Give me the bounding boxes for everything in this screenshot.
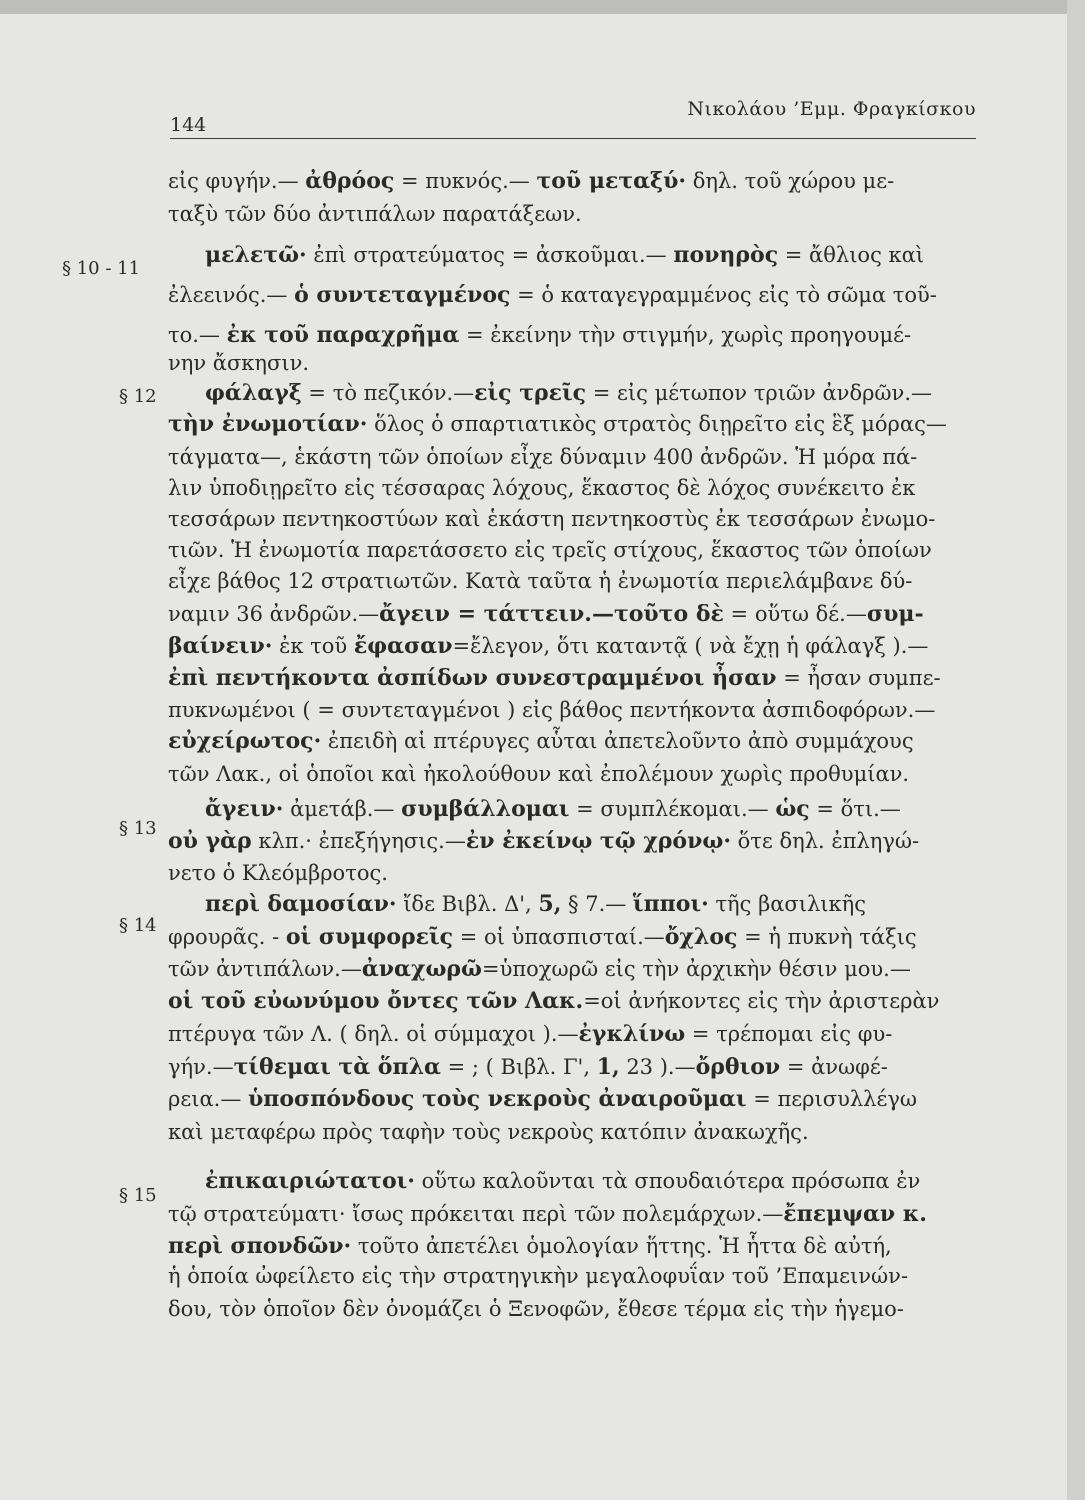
headword: ἔφασαν xyxy=(353,633,453,659)
gloss-text: =οἱ ἀνήκοντες εἰς τὴν ἀριστερὰν xyxy=(583,989,940,1013)
gloss-text: ἴδε Βιβλ. Δ', xyxy=(396,892,539,916)
gloss-text: = ἀνωφέ- xyxy=(780,1055,888,1079)
section-mark: § 14 xyxy=(119,915,157,936)
section-mark: § 13 xyxy=(119,818,157,839)
gloss-text: νην ἄσκησιν. xyxy=(168,351,310,375)
gloss-text: ναμιν 36 ἀνδρῶν.— xyxy=(168,602,380,626)
gloss-text: ταξὺ τῶν δύο ἀντιπάλων παρατάξεων. xyxy=(168,202,582,226)
gloss-text: ἐκ τοῦ xyxy=(272,634,354,658)
gloss-text: ἐπὶ στρατεύματος = ἀσκοῦμαι.— xyxy=(306,243,674,267)
headword: 1, xyxy=(596,1054,620,1080)
section-mark: § 10 - 11 xyxy=(62,258,141,279)
gloss-text: = πυκνός.— xyxy=(394,169,537,193)
headword: οἱ συμφορεῖς xyxy=(285,924,454,950)
text-line xyxy=(168,1113,809,1151)
gloss-text: ἐπειδὴ αἱ πτέρυγες αὗται ἀπετελοῦντο ἀπὸ συμμάχους xyxy=(321,729,914,753)
gloss-text: τῆς βασιλικῆς xyxy=(708,892,866,916)
gloss-text: = εἰς μέτωπον τριῶν ἀνδρῶν.— xyxy=(586,381,932,405)
section-mark: § 15 xyxy=(119,1185,157,1206)
headword: ἄγειν· xyxy=(205,796,284,822)
gloss-text: δου, τὸν ὁποῖον δὲν ὀνομάζει ὁ Ξενοφῶν, ἔθεσε τέρμα εἰς τὴν ἡγεμο- xyxy=(168,1297,904,1321)
headword: ἀθρόος xyxy=(305,168,395,194)
headword: τοῦ μεταξύ· xyxy=(536,168,687,194)
headword: ἀναχωρῶ xyxy=(361,956,482,982)
gloss-text: γήν.— xyxy=(168,1055,234,1079)
gloss-text: = ἄθλιος καὶ xyxy=(778,243,925,267)
headword: ὁ συντεταγμένος xyxy=(294,282,511,308)
gloss-text: § 7.— xyxy=(561,892,633,916)
text-line xyxy=(168,755,909,793)
gloss-text: = τρέπομαι εἰς φυ- xyxy=(685,1022,893,1046)
gloss-text: εἰς φυγήν.— xyxy=(168,169,306,193)
gloss-text: πυκνωμένοι ( = συντεταγμένοι ) εἰς βάθος πεντήκοντα ἀσπιδοφόρων.— xyxy=(168,698,936,722)
gloss-text: τάγματα—, ἑκάστη τῶν ὁποίων εἶχε δύναμιν 400 ἀνδρῶν. Ἡ μόρα πά- xyxy=(168,445,918,469)
gloss-text: το.— xyxy=(168,323,227,347)
headword: οὐ γὰρ xyxy=(168,828,252,854)
gloss-text: ἀμετάβ.— xyxy=(283,797,402,821)
headword: ἐγκλίνω xyxy=(578,1021,686,1047)
section-mark: § 12 xyxy=(119,386,157,407)
headword: τὴν ἐνωμοτίαν· xyxy=(168,411,368,437)
headword: ὄρθιον xyxy=(695,1054,781,1080)
headword: φάλαγξ xyxy=(205,380,302,406)
page-number: 144 xyxy=(170,114,207,136)
gloss-text: =ὑποχωρῶ εἰς τὴν ἀρχικὴν θέσιν μου.— xyxy=(481,957,911,981)
text-line xyxy=(168,276,937,314)
gloss-text: ρεια.— xyxy=(168,1087,248,1111)
running-title: Νικολάου ’Εμμ. Φραγκίσκου xyxy=(687,98,976,120)
gloss-text: = περισυλλέγω xyxy=(746,1087,918,1111)
scan-edge-top xyxy=(0,0,1085,14)
scan-edge-right xyxy=(1067,0,1085,1500)
gloss-text: 23 ).— xyxy=(619,1055,696,1079)
gloss-text: = οὕτω δέ.— xyxy=(723,602,867,626)
gloss-text: ὅλος ὁ σπαρτιατικὸς στρατὸς διῃρεῖτο εἰς ἓξ μόρας— xyxy=(367,412,947,436)
headword: περὶ δαμοσίαν· xyxy=(205,891,397,917)
headword: ὡς xyxy=(775,796,810,822)
headword: ἐπὶ πεντήκοντα ἀσπίδων συνεστραμμένοι ἦσαν xyxy=(168,665,777,691)
headword: εἰς τρεῖς xyxy=(474,380,587,406)
gloss-text: τῶν ἀντιπάλων.— xyxy=(168,957,362,981)
gloss-text: τῶν Λακ., οἱ ὁποῖοι καὶ ἠκολούθουν καὶ ἐπολέμουν χωρὶς προθυμίαν. xyxy=(168,762,910,786)
headword: μελετῶ· xyxy=(205,242,307,268)
gloss-text: = ἦσαν συμπε- xyxy=(776,666,941,690)
headword: ἄγειν = τάττειν.—τοῦτο δὲ xyxy=(379,601,724,627)
gloss-text: = ἡ πυκνὴ τάξις xyxy=(737,925,917,949)
gloss-text: τοῦτο ἀπετέλει ὁμολογίαν ἥττης. Ἡ ἧττα δὲ αὐτή, xyxy=(351,1234,892,1258)
gloss-text: = συμπλέκομαι.— xyxy=(569,797,776,821)
gloss-text: = ὅτι.— xyxy=(809,797,901,821)
gloss-text: =ἔλεγον, ὅτι καταντᾷ ( νὰ ἔχῃ ἡ φάλαγξ ).— xyxy=(452,634,929,658)
gloss-text: νετο ὁ Κλεόμβροτος. xyxy=(168,861,388,885)
headword: συμ- xyxy=(866,601,924,627)
headword: ἵπποι· xyxy=(632,891,709,917)
headword: ὑποσπόνδους τοὺς νεκροὺς ἀναιροῦμαι xyxy=(248,1086,747,1112)
gloss-text: φρουρᾶς. - xyxy=(168,925,286,949)
gloss-text: λιν ὑποδιῃρεῖτο εἰς τέσσαρας λόχους, ἕκαστος δὲ λόχος συνέκειτο ἐκ xyxy=(168,476,916,500)
headword: βαίνειν· xyxy=(168,633,273,659)
headword: πονηρὸς xyxy=(673,242,779,268)
gloss-text: = ἐκείνην τὴν στιγμήν, χωρὶς προηγουμέ- xyxy=(459,323,912,347)
headword: ἔπεμψαν κ. xyxy=(783,1201,927,1227)
gloss-text: τῷ στρατεύματι· ἴσως πρόκειται περὶ τῶν πολεμάρχων.— xyxy=(168,1202,784,1226)
headword: 5, xyxy=(538,891,562,917)
gloss-text: = οἱ ὑπασπισταί.— xyxy=(453,925,665,949)
text-line xyxy=(168,195,582,233)
gloss-text: = ὁ καταγεγραμμένος εἰς τὸ σῶμα τοῦ- xyxy=(510,283,937,307)
text-line xyxy=(205,236,924,274)
gloss-text: εἶχε βάθος 12 στρατιωτῶν. Κατὰ ταῦτα ἡ ἐνωμοτία περιελάμβανε δύ- xyxy=(168,569,913,593)
text-line xyxy=(168,1290,904,1328)
gloss-text: ἐλεεινός.— xyxy=(168,283,295,307)
headword: ἐπικαιριώτατοι· xyxy=(205,1168,415,1194)
headword: τίθεμαι τὰ ὅπλα xyxy=(233,1054,441,1080)
headword: συμβάλλομαι xyxy=(401,796,570,822)
gloss-text: καὶ μεταφέρω πρὸς ταφὴν τοὺς νεκροὺς κατόπιν ἀνακωχῆς. xyxy=(168,1120,809,1144)
gloss-text: οὕτω καλοῦνται τὰ σπουδαιότερα πρόσωπα ἐν xyxy=(414,1169,921,1193)
gloss-text: ὅτε δηλ. ἐπληγώ- xyxy=(730,829,920,853)
gloss-text: τεσσάρων πεντηκοστύων καὶ ἑκάστη πεντηκοστὺς ἐκ τεσσάρων ἐνωμο- xyxy=(168,507,936,531)
headword: ὄχλος xyxy=(664,924,738,950)
gloss-text: = τὸ πεζικόν.— xyxy=(301,381,475,405)
headword: ἐκ τοῦ παραχρῆμα xyxy=(226,322,460,348)
headword: ἐν ἐκείνῳ τῷ χρόνῳ· xyxy=(465,828,731,854)
gloss-text: τιῶν. Ἡ ἐνωμοτία παρετάσσετο εἰς τρεῖς στίχους, ἕκαστος τῶν ὁποίων xyxy=(168,538,932,562)
gloss-text: = ; ( Βιβλ. Γ', xyxy=(440,1055,597,1079)
headword: περὶ σπονδῶν· xyxy=(168,1233,352,1259)
headword: εὐχείρωτος· xyxy=(168,728,322,754)
gloss-text: κλπ.· ἐπεξήγησις.— xyxy=(251,829,466,853)
gloss-text: δηλ. τοῦ χώρου με- xyxy=(686,169,895,193)
page-header xyxy=(170,96,976,139)
gloss-text: πτέρυγα τῶν Λ. ( δηλ. οἱ σύμμαχοι ).— xyxy=(168,1022,579,1046)
headword: οἱ τοῦ εὐωνύμου ὄντες τῶν Λακ. xyxy=(168,988,584,1014)
gloss-text: ἡ ὁποία ὠφείλετο εἰς τὴν στρατηγικὴν μεγαλοφυΐαν τοῦ ’Επαμεινών- xyxy=(168,1264,909,1288)
